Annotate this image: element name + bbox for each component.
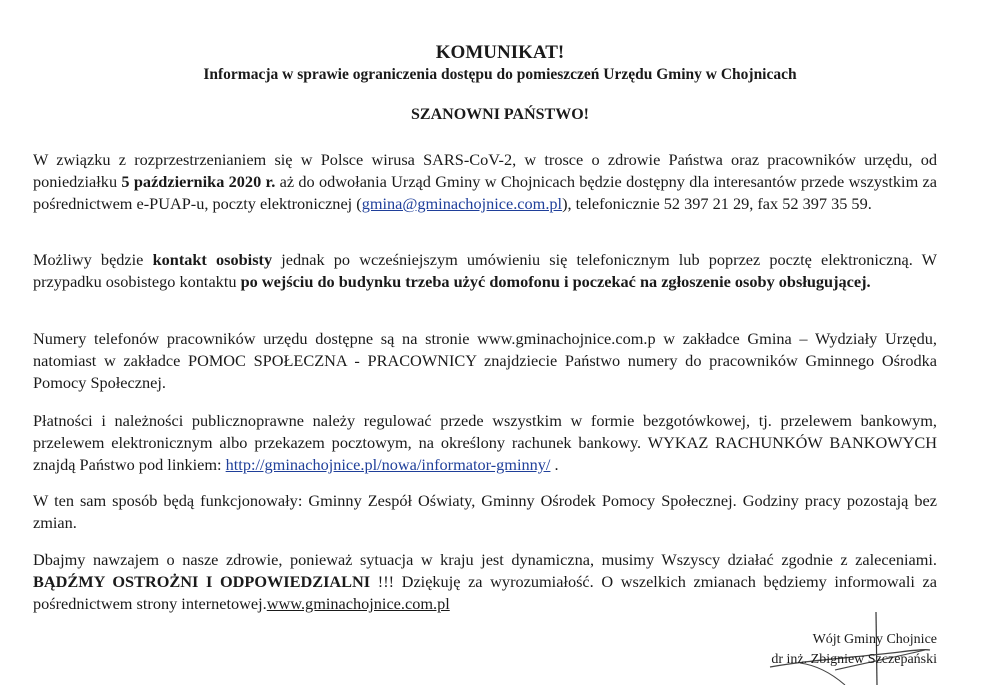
bold-text: po wejściu do budynku trzeba użyć domofonu i poczekać na zgłoszenie osoby obsługującej <box>240 272 867 291</box>
text: Płatności i należności publicznoprawne należy regulować przede wszystkim w formie bezgotówkowej, tj. przelewem bankowym, przelewem elektronicznym albo przekazem pocztowym, na określony rachunek bankowy. WYKAZ RACHUNKÓW BANKOWYCH znajdą Państwo pod linkiem: <box>33 411 937 474</box>
paragraph-access-info <box>33 149 937 215</box>
paragraph-personal-contact <box>33 249 937 293</box>
text: Dbajmy nawzajem o nasze zdrowie, ponieważ sytuacja w kraju jest dynamiczna, musimy Wszyscy działać zgodnie z zaleceniami. <box>33 550 937 569</box>
bold-text: kontakt osobisty <box>152 250 273 269</box>
website-link[interactable]: www.gminachojnice.com.pl <box>266 594 450 613</box>
date-emphasis: 5 października 2020 r. <box>121 172 276 191</box>
bank-accounts-link[interactable]: http://gminachojnice.pl/nowa/informator-gminny/ <box>225 455 551 474</box>
text: !!! Dziękuję za wyrozumiałość. O wszelkich zmianach będziemy informowali za pośrednictwem strony internetowej. <box>33 572 937 613</box>
text: ), telefonicznie 52 397 21 29, fax 52 397 35 59. <box>562 194 872 213</box>
text: . <box>866 272 871 291</box>
email-link[interactable]: gmina@gminachojnice.com.pl <box>361 194 563 213</box>
notice-subtitle: Informacja w sprawie ograniczenia dostępu do pomieszczeń Urzędu Gminy w Chojnicach <box>203 66 797 83</box>
text: . <box>550 455 559 474</box>
paragraph-phone-numbers <box>33 328 937 394</box>
notice-title: KOMUNIKAT! <box>435 42 565 63</box>
signatory-role: Wójt Gminy Chojnice <box>812 632 937 647</box>
text: jednak po wcześniejszym umówieniu się telefonicznym lub poprzez pocztę elektroniczną. W przypadku osobistego kontaktu <box>33 250 937 291</box>
signatory-name: dr inż. Zbigniew Szczepański <box>771 652 937 667</box>
text: W związku z rozprzestrzenianiem się w Polsce wirusa SARS-CoV-2, w trosce o zdrowie Państwa oraz pracowników urzędu, od poniedziałku <box>33 150 937 191</box>
text: Możliwy będzie <box>33 250 153 269</box>
paragraph-other-units <box>33 490 937 534</box>
paragraph-payments <box>33 410 937 476</box>
text: Numery telefonów pracowników urzędu dostępne są na stronie www.gminachojnice.com.p w zakładce Gmina – Wydziały Urzędu, natomiast w zakładce POMOC SPOŁECZNA - PRACOWNICY znajdziecie Państwo numery do pracowników Gminnego Ośrodka Pomocy Społecznej. <box>33 329 937 392</box>
text: aż do odwołania Urząd Gminy w Chojnicach będzie dostępny dla interesantów przede wszystkim za pośrednictwem e-PUAP-u, poczty elektronicznej ( <box>33 172 938 213</box>
text: W ten sam sposób będą funkcjonowały: Gminny Zespół Oświaty, Gminny Ośrodek Pomocy Społecznej. Godziny pracy pozostają bez zmian. <box>33 491 937 532</box>
bold-text: BĄDŹMY OSTROŻNI I ODPOWIEDZIALNI <box>33 572 371 591</box>
greeting: SZANOWNI PAŃSTWO! <box>411 106 589 123</box>
